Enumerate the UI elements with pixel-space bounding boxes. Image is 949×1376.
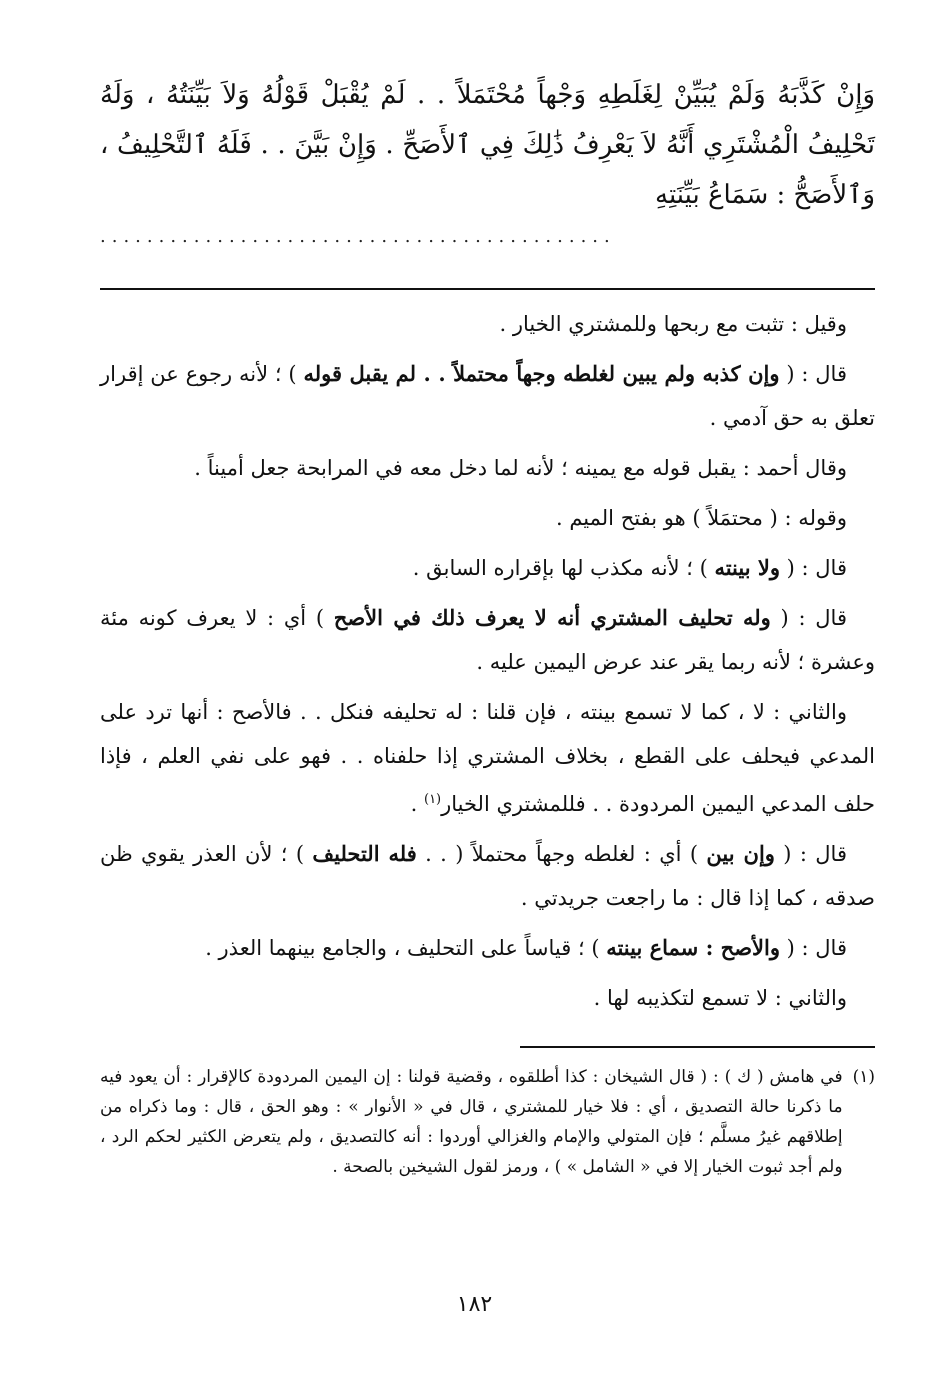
matn-quote: والأصح : سماع بينته [606,935,780,960]
commentary-paragraph [100,832,875,920]
matn-text [100,70,875,262]
commentary-text: والثاني : لا تسمع لتكذيبه لها . [593,986,847,1010]
commentary-text: ) أي : لغلطه وجهاً محتملاً ( . . [416,842,707,866]
main-divider [100,288,875,290]
commentary-text: قال : ( [774,842,847,866]
commentary-paragraph [100,690,875,826]
footnote-text: في هامش ( ك ) : ( قال الشيخان : كذا أطلقوه ، وقضية قولنا : إن اليمين المردودة كالإقرار : أن يعود فيه ما ذكرنا حالة التصديق ، أي : فلا خيار للمشتري ، قال في « الأنوار » : وهو الحق ، قال : وما ذكراه من إطلاقهم غيرُ مسلَّم ؛ فإن المتولي والإمام والغزالي أوردوا : أنه كالتصديق ، ولم يتعرض الكثير لحكم الرد ، ولم أجد ثبوت الخيار إلا في « الشامل » ) ، ورمز لقول الشيخين بالصحة . [100,1067,843,1177]
footnote [100,1062,875,1182]
footnote-ref: (١) [423,792,442,807]
matn-quote: وإن بين [706,841,775,866]
commentary-text: . [410,792,424,816]
commentary-text: ) ؛ لأنه رجوع عن إقرار تعلق به حق آدمي . [100,362,875,430]
matn-quote: وله تحليف المشتري أنه لا يعرف ذلك في الأصح [333,605,771,630]
commentary-text: ) ؛ لأنه مكذب لها بإقراره السابق . [412,556,715,580]
commentary-text: قال : ( [779,362,847,386]
commentary [100,302,875,1020]
commentary-text: والثاني : لا ، كما لا تسمع بينته ، فإن قلنا : له تحليفه فنكل . . فالأصح : أنها ترد على المدعي فيحلف على القطع ، بخلاف المشتري إذا حلفناه . . فهو على نفي العلم ، فإذا حلف المدعي اليمين المردودة . . فللمشتري الخيار [100,700,875,816]
commentary-paragraph [100,926,875,970]
commentary-paragraph [100,446,875,490]
matn-dots: ............................................ [100,226,616,247]
commentary-text: وقيل : تثبت مع ربحها وللمشتري الخيار . [499,312,847,336]
page-body [100,70,875,1182]
commentary-paragraph [100,352,875,440]
commentary-text: ) ؛ لأن العذر يقوي ظن صدقه ، كما إذا قال : ما راجعت جريدتي . [100,842,875,910]
commentary-paragraph [100,302,875,346]
matn-line: وَإِنْ كَذَّبَهُ وَلَمْ يُبَيِّنْ لِغَلَطِهِ وَجْهاً مُحْتَمَلاً . . لَمْ يُقْبَلْ قَوْلُهُ وَلاَ بَيِّنَتُهُ ، وَلَهُ تَحْلِيفُ الْمُشْتَرِي أَنَّهُ لاَ يَعْرِفُ ذَٰلِكَ فِي ٱلأَصَحِّ . وَإِنْ بَيَّنَ . . فَلَهُ ٱلتَّحْلِيفُ ، وَٱلأَصَحُّ : سَمَاعُ بَيِّنَتِهِ [100,80,875,210]
commentary-text: ) ؛ قياساً على التحليف ، والجامع بينهما العذر . [205,936,607,960]
commentary-paragraph [100,976,875,1020]
matn-quote: ولا بينته [714,555,780,580]
commentary-text: قال : ( [780,556,847,580]
commentary-text: وقال أحمد : يقبل قوله مع يمينه ؛ لأنه لما دخل معه في المرابحة جعل أميناً . [194,456,847,480]
page-number: ١٨٢ [456,1292,493,1317]
commentary-text: قال : ( [780,936,847,960]
footnote-divider [520,1046,875,1048]
commentary-paragraph [100,596,875,684]
commentary-text: وقوله : ( محتمَلاً ) هو بفتح الميم . [555,506,847,530]
matn-quote: وإن كذبه ولم يبين لغلطه وجهاً محتملاً . . لم يقبل قوله [303,361,780,386]
commentary-text: ) أي : لا يعرف كونه مئة وعشرة ؛ لأنه ربما يقر عند عرض اليمين عليه . [100,606,875,674]
commentary-text: قال : ( [770,606,847,630]
footnote-number: (١) [852,1067,875,1087]
matn-quote: فله التحليف [312,841,417,866]
commentary-paragraph [100,496,875,540]
commentary-paragraph [100,546,875,590]
